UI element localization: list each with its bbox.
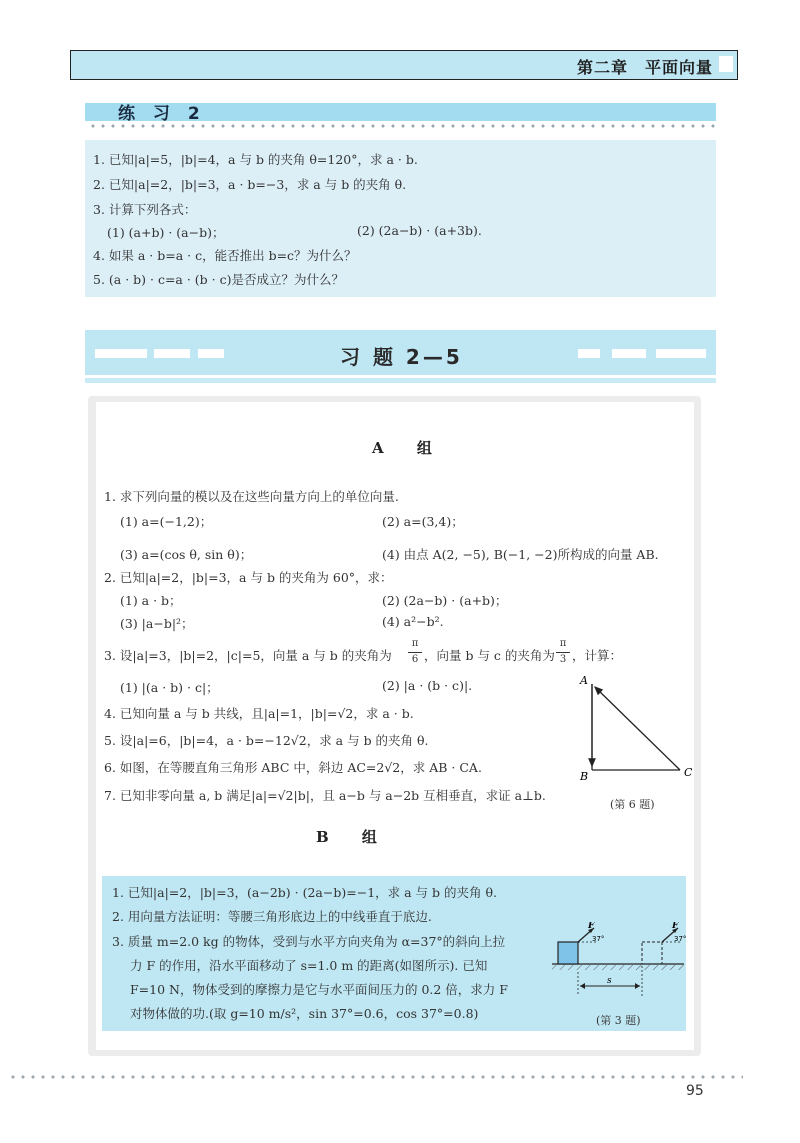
exercise-line: 2. 已知|a|=2，|b|=3，a 与 b 的夹角为 60°，求： [104,570,393,585]
exercises-title: 习 题 2—5 [340,345,463,369]
practice-item: 4. 如果 a · b=a · c，能否推出 b=c？为什么？ [93,248,357,263]
practice-box [85,140,716,297]
exercise-line: 6. 如图，在等腰直角三角形 ABC 中，斜边 AC=2√2，求 AB · CA. [104,760,482,775]
practice-item: (2) (2a−b) · (a+3b). [357,223,482,238]
exercise-line: (1) a=(−1,2)； [120,514,213,529]
banner-decor [656,349,706,358]
practice-item: 1. 已知|a|=5，|b|=4，a 与 b 的夹角 θ=120°，求 a · b. [93,152,418,167]
group-b-title: B 组 [316,828,391,846]
triangle-figure [578,672,698,784]
exercise-line: (3) |a−b|²； [120,616,194,631]
chapter-header [70,50,738,80]
page-number: 95 [686,1083,704,1099]
exercise-line: 1. 已知|a|=2，|b|=3，(a−2b) · (2a−b)=−1，求 a 与 b 的夹角 θ. [112,885,497,900]
banner-decor [578,349,600,358]
chapter-title: 第二章 平面向量 [576,58,713,77]
exercise-line: (4) 由点 A(2, −5), B(−1, −2)所构成的向量 AB. [382,547,659,562]
displacement-label: s [607,976,612,986]
exercise-line: 1. 求下列向量的模以及在这些向量方向上的单位向量. [104,489,399,504]
exercise-line: (1) |(a · b) · c|； [120,680,219,695]
exercise-line: (3) a=(cos θ, sin θ)； [120,547,253,562]
figure-caption: (第 6 题) [610,798,655,811]
label-a: A [580,674,588,687]
banner-decor [95,349,147,358]
fraction-numerator: π [559,638,567,649]
banner-underline [85,378,716,383]
banner-decor [154,349,190,358]
label-b: B [580,770,589,783]
displacement-arrow-right [635,983,640,989]
displacement-arrow-left [580,983,585,989]
label-c: C [684,766,693,779]
practice-title: 练 习 2 [118,104,206,124]
exercise-line: ，向量 b 与 c 的夹角为 [424,648,555,663]
exercise-line: (1) a · b； [120,593,182,608]
header-decor [719,56,733,72]
vector-ca [595,687,680,770]
figure-caption: (第 3 题) [596,1014,641,1027]
block-end [642,942,662,964]
force-label-2: F [672,922,679,931]
banner-decor [198,349,224,358]
exercise-line: F=10 N，物体受到的摩擦力是它与水平面间压力的 0.2 倍，求力 F [130,982,508,997]
fraction-denominator: 6 [411,654,419,665]
ground-hatch [552,965,684,970]
block-start [558,942,578,964]
footer-divider [8,1075,743,1079]
force-label-1: F [588,922,595,931]
practice-item: 2. 已知|a|=2，|b|=3，a · b=−3，求 a 与 b 的夹角 θ. [93,177,407,192]
practice-item: (1) (a+b) · (a−b)； [107,225,225,240]
exercise-line: 3. 设|a|=3，|b|=2，|c|=5，向量 a 与 b 的夹角为 [104,648,392,663]
exercise-line: 2. 用向量方法证明：等腰三角形底边上的中线垂直于底边. [112,909,432,924]
exercise-line: 对物体做的功.(取 g=10 m/s²，sin 37°=0.6，cos 37°=0.8) [130,1006,479,1021]
exercise-line: 5. 设|a|=6，|b|=4，a · b=−12√2，求 a 与 b 的夹角 θ. [104,733,429,748]
group-a-title: A 组 [372,439,446,457]
force-figure [548,922,688,1002]
exercise-line: 7. 已知非零向量 a, b 满足|a|=√2|b|，且 a−b 与 a−2b 互相垂直，求证 a⊥b. [104,788,546,803]
fraction-bar [408,652,422,653]
practice-item: 5. (a · b) · c=a · (b · c)是否成立？为什么？ [93,272,344,287]
practice-item: 3. 计算下列各式： [93,202,197,217]
exercise-line: 力 F 的作用，沿水平面移动了 s=1.0 m 的距离(如图所示). 已知 [130,958,488,973]
angle-label-2: 37° [674,935,687,943]
fraction-numerator: π [411,638,419,649]
exercise-line: 4. 已知向量 a 与 b 共线，且|a|=1，|b|=√2，求 a · b. [104,706,414,721]
exercise-line: ，计算： [572,648,623,663]
exercise-line: (2) a=(3,4)； [382,514,464,529]
banner-decor [612,349,646,358]
fraction-bar [556,652,570,653]
exercise-line: (2) |a · (b · c)|. [382,678,473,693]
angle-label-1: 37° [592,935,605,943]
fraction-denominator: 3 [559,654,567,665]
practice-divider [88,124,716,128]
exercise-line: (4) a²−b². [382,614,444,629]
exercise-line: 3. 质量 m=2.0 kg 的物体，受到与水平方向夹角为 α=37°的斜向上拉 [112,934,506,949]
exercise-line: (2) (2a−b) · (a+b)； [382,593,508,608]
